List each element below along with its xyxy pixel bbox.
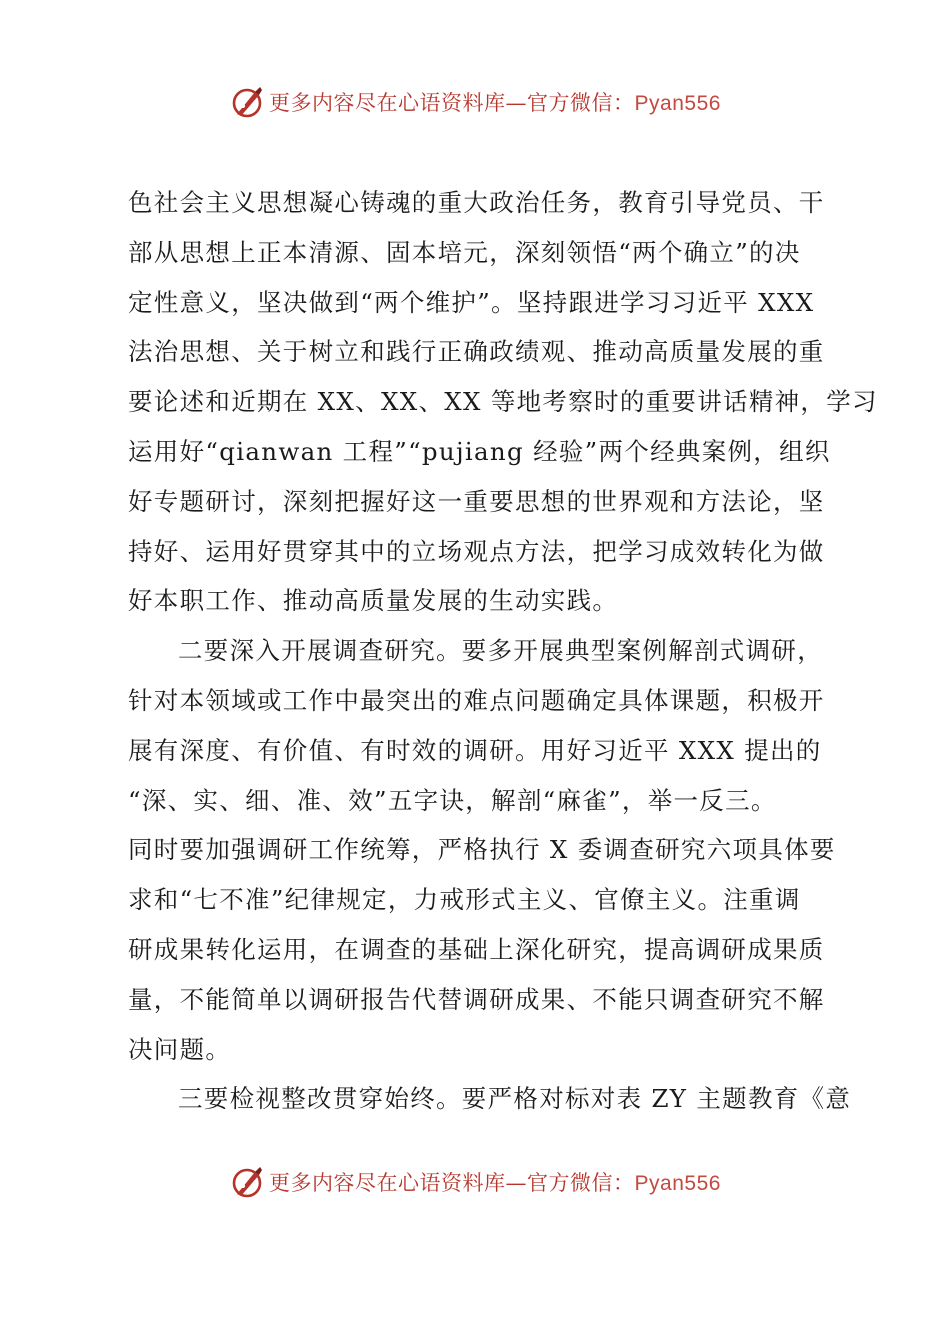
text-line: 要论述和近期在 XX、XX、XX 等地考察时的重要讲话精神，学习 <box>128 387 878 417</box>
text-line: 研成果转化运用，在调查的基础上深化研究，提高调研成果质 <box>128 934 825 964</box>
text-line: 持好、运用好贯穿其中的立场观点方法，把学习成效转化为做 <box>128 536 825 566</box>
text-line: 同时要加强调研工作统筹，严格执行 X 委调查研究六项具体要 <box>128 835 836 865</box>
text-line: 色社会主义思想凝心铸魂的重大政治任务，教育引导党员、干 <box>128 188 825 217</box>
banner-label: 更多内容尽在心语资料库—官方微信： <box>269 91 635 115</box>
text-line: 量，不能简单以调研报告代替调研成果、不能只调查研究不解 <box>128 984 825 1014</box>
pen-logo-icon <box>229 84 265 120</box>
header-banner <box>0 80 950 124</box>
text-line: “深、实、细、准、效”五字诀，解剖“麻雀”，举一反三。 <box>128 785 777 815</box>
text-line: 展有深度、有价值、有时效的调研。用好习近平 XXX 提出的 <box>128 735 822 765</box>
pen-logo-icon <box>229 1164 265 1200</box>
text-line: 针对本领域或工作中最突出的难点问题确定具体课题，积极开 <box>128 685 825 715</box>
banner-label: 更多内容尽在心语资料库—官方微信： <box>269 1171 635 1195</box>
footer-banner <box>0 1160 950 1204</box>
document-body <box>128 178 878 1124</box>
text-line: 定性意义，坚决做到“两个维护”。坚持跟进学习习近平 XXX <box>128 287 815 317</box>
text-line: 好本职工作、推动高质量发展的生动实践。 <box>128 586 619 616</box>
paragraph-start-line: 三要检视整改贯穿始终。要严格对标对表 ZY 主题教育《意 <box>178 1084 852 1114</box>
text-line: 求和“七不准”纪律规定，力戒形式主义、官僚主义。注重调 <box>128 885 801 915</box>
banner-text <box>269 87 721 117</box>
wechat-id: Pyan556 <box>634 1172 721 1195</box>
paragraph-start-line: 二要深入开展调查研究。要多开展典型案例解剖式调研， <box>178 636 823 666</box>
text-line: 部从思想上正本清源、固本培元，深刻领悟“两个确立”的决 <box>128 237 801 267</box>
banner-text <box>269 1167 721 1197</box>
text-line: 好专题研讨，深刻把握好这一重要思想的世界观和方法论，坚 <box>128 486 825 516</box>
text-line: 运用好“qianwan 工程”“pujiang 经验”两个经典案例，组织 <box>128 436 831 466</box>
text-line: 决问题。 <box>128 1034 232 1064</box>
wechat-id: Pyan556 <box>634 92 721 115</box>
text-line: 法治思想、关于树立和践行正确政绩观、推动高质量发展的重 <box>128 337 825 367</box>
